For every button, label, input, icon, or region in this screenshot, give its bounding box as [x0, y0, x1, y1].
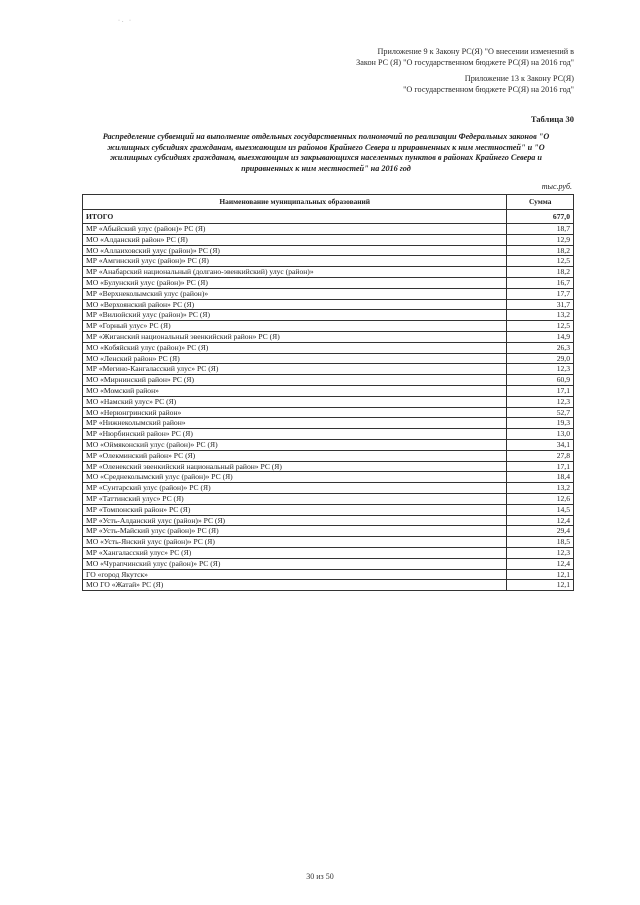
municipality-name: МР «Вилюйский улус (район)» РС (Я): [83, 310, 507, 321]
subsidy-amount: 17,7: [507, 288, 574, 299]
municipality-name: ГО «город Якутск»: [83, 569, 507, 580]
table-row: [83, 277, 574, 288]
subsidy-amount: 13,2: [507, 483, 574, 494]
municipality-name: МР «Олекминский район» РС (Я): [83, 450, 507, 461]
municipality-name: МР «Горный улус» РС (Я): [83, 321, 507, 332]
subsidy-amount: 18,7: [507, 224, 574, 235]
header-line-2: Закон РС (Я) "О государственном бюджете РС(Я) на 2016 год": [356, 57, 574, 67]
table-row: [83, 364, 574, 375]
municipality-name: МО «Алданский район» РС (Я): [83, 234, 507, 245]
municipality-name: МО ГО «Жатай» РС (Я): [83, 580, 507, 591]
municipality-name: МО «Чурапчинский улус (район)» РС (Я): [83, 558, 507, 569]
subsidy-amount: 12,6: [507, 493, 574, 504]
header-line-1: Приложение 9 к Закону РС(Я) "О внесении изменений в: [377, 47, 574, 56]
table-row: [83, 256, 574, 267]
page-number: 30 из 50: [306, 872, 334, 881]
table-row: [83, 321, 574, 332]
appendix-header-secondary: [403, 74, 574, 95]
header-line-4: "О государственном бюджете РС(Я) на 2016 год": [403, 84, 574, 94]
subsidy-amount: 12,1: [507, 569, 574, 580]
subsidy-amount: 18,2: [507, 267, 574, 278]
municipality-name: МР «Мегино-Кангаласский улус» РС (Я): [83, 364, 507, 375]
municipality-name: МР «Таттинский улус» РС (Я): [83, 493, 507, 504]
municipality-name: МО «Намский улус» РС (Я): [83, 396, 507, 407]
subsidy-amount: 12,4: [507, 515, 574, 526]
table-row: [83, 331, 574, 342]
subsidy-table: [82, 194, 574, 591]
table-row: [83, 375, 574, 386]
subsidy-amount: 31,7: [507, 299, 574, 310]
subsidy-amount: 12,3: [507, 547, 574, 558]
table-row: [83, 461, 574, 472]
table-row: [83, 310, 574, 321]
subsidy-amount: 16,7: [507, 277, 574, 288]
table-row: [83, 439, 574, 450]
units-label: тыс.руб.: [541, 182, 572, 191]
table-row: [83, 483, 574, 494]
subsidy-amount: 14,5: [507, 504, 574, 515]
table-row: [83, 234, 574, 245]
table-row: [83, 450, 574, 461]
municipality-name: МО «Верхоянский район» РС (Я): [83, 299, 507, 310]
table-row: [83, 385, 574, 396]
municipality-name: МО «Мирнинский район» РС (Я): [83, 375, 507, 386]
table-row: [83, 547, 574, 558]
table-body: [83, 210, 574, 591]
municipality-name: МО «Нерюнгринский район»: [83, 407, 507, 418]
table-header-row: [83, 195, 574, 210]
scan-artifact: ·. ·: [118, 18, 133, 24]
table-row: [83, 493, 574, 504]
municipality-name: МР «Амгинский улус (район)» РС (Я): [83, 256, 507, 267]
document-title: Распределение субвенций на выполнение отдельных государственных полномочий по реализации Федеральных законов "О жилищных субсидиях гражданам, выезжающим из районов Крайнего Севера и приравненных к ним местностей" и "О жилищных субсидиях гражданам, выезжающим из закрывающихся населенных пунктов в районах Крайнего Севера и приравненных к ним местностей" на 2016 год: [102, 132, 550, 173]
municipality-name: МО «Усть-Янский улус (район)» РС (Я): [83, 537, 507, 548]
table-row: [83, 569, 574, 580]
table-row: [83, 288, 574, 299]
subsidy-amount: 27,8: [507, 450, 574, 461]
municipality-name: МО «Кобяйский улус (район)» РС (Я): [83, 342, 507, 353]
table-row: [83, 472, 574, 483]
subsidy-amount: 13,2: [507, 310, 574, 321]
municipality-name: МР «Нижнеколымский район»: [83, 418, 507, 429]
appendix-header: [356, 47, 574, 68]
municipality-name: МО «Аллаиховский улус (район)» РС (Я): [83, 245, 507, 256]
table-row: [83, 299, 574, 310]
subsidy-amount: 12,5: [507, 256, 574, 267]
subsidy-amount: 12,9: [507, 234, 574, 245]
column-header-name: Наименование муниципальных образований: [83, 195, 507, 210]
table-row: [83, 342, 574, 353]
municipality-name: МР «Анабарский национальный (долгано-эвенкийский) улус (район)»: [83, 267, 507, 278]
table-row: [83, 407, 574, 418]
municipality-name: МО «Момский район»: [83, 385, 507, 396]
column-header-sum: Сумма: [507, 195, 574, 210]
subsidy-amount: 60,9: [507, 375, 574, 386]
municipality-name: МО «Среднеколымский улус (район)» РС (Я): [83, 472, 507, 483]
total-value: 677,0: [507, 210, 574, 224]
municipality-name: МР «Оленекский эвенкийский национальный район» РС (Я): [83, 461, 507, 472]
subsidy-amount: 29,0: [507, 353, 574, 364]
table-row: [83, 504, 574, 515]
header-line-3: Приложение 13 к Закону РС(Я): [464, 74, 574, 83]
subsidy-amount: 12,3: [507, 364, 574, 375]
table-row: [83, 558, 574, 569]
municipality-name: МР «Сунтарский улус (район)» РС (Я): [83, 483, 507, 494]
subsidy-amount: 18,5: [507, 537, 574, 548]
subsidy-amount: 12,4: [507, 558, 574, 569]
table-row: [83, 224, 574, 235]
municipality-name: МР «Усть-Алданский улус (район)» РС (Я): [83, 515, 507, 526]
subsidy-amount: 34,1: [507, 439, 574, 450]
subsidy-amount: 17,1: [507, 385, 574, 396]
subsidy-amount: 52,7: [507, 407, 574, 418]
total-row: [83, 210, 574, 224]
table-row: [83, 537, 574, 548]
municipality-name: МО «Ленский район» РС (Я): [83, 353, 507, 364]
table-row: [83, 353, 574, 364]
municipality-name: МР «Жиганский национальный эвенкийский район» РС (Я): [83, 331, 507, 342]
table-row: [83, 418, 574, 429]
municipality-name: МР «Усть-Майский улус (район)» РС (Я): [83, 526, 507, 537]
subsidy-amount: 13,0: [507, 429, 574, 440]
table-row: [83, 515, 574, 526]
municipality-name: МР «Хангаласский улус» РС (Я): [83, 547, 507, 558]
municipality-name: МР «Нюрбинский район» РС (Я): [83, 429, 507, 440]
subsidy-amount: 26,3: [507, 342, 574, 353]
subsidy-amount: 18,4: [507, 472, 574, 483]
table-row: [83, 396, 574, 407]
municipality-name: МО «Оймяконский улус (район)» РС (Я): [83, 439, 507, 450]
table-row: [83, 526, 574, 537]
municipality-name: МР «Абыйский улус (район)» РС (Я): [83, 224, 507, 235]
subsidy-amount: 19,3: [507, 418, 574, 429]
table-row: [83, 429, 574, 440]
municipality-name: МР «Томпонский район» РС (Я): [83, 504, 507, 515]
subsidy-amount: 29,4: [507, 526, 574, 537]
table-row: [83, 245, 574, 256]
subsidy-amount: 12,5: [507, 321, 574, 332]
subsidy-amount: 14,9: [507, 331, 574, 342]
subsidy-amount: 17,1: [507, 461, 574, 472]
subsidy-amount: 12,3: [507, 396, 574, 407]
subsidy-amount: 12,1: [507, 580, 574, 591]
table-row: [83, 580, 574, 591]
subsidy-amount: 18,2: [507, 245, 574, 256]
table-row: [83, 267, 574, 278]
table-number: Таблица 30: [530, 114, 574, 124]
municipality-name: МР «Верхнеколымский улус (район)»: [83, 288, 507, 299]
municipality-name: МО «Булунский улус (район)» РС (Я): [83, 277, 507, 288]
total-label: ИТОГО: [83, 210, 507, 224]
